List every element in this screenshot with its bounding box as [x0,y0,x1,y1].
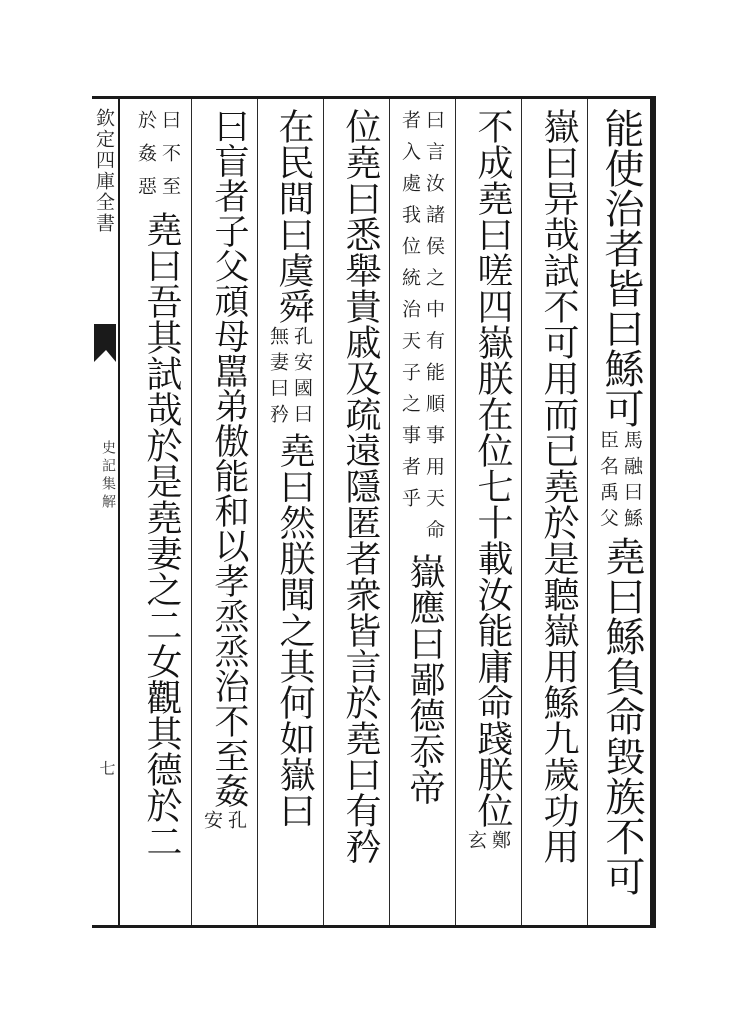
note-left: 玄 [465,830,487,856]
main-text: 在民間曰虞舜 [273,108,314,324]
column-rule [323,99,324,925]
column-rule [455,99,456,925]
note-right: 曰言汝諸侯之中有能順事用天命 [423,110,445,551]
note-left: 於姦惡 [135,110,157,209]
text-column [530,108,578,918]
main-text: 堯曰鯀負命毀族不可 [599,536,645,896]
fold-series-title: 欽定四庫全書 [93,108,115,234]
main-text: 能使治者皆曰鯀可 [598,108,644,428]
column-rule [587,99,588,925]
note-left: 臣名禹父 [597,430,619,534]
main-text: 曰盲者子父頑母嚚弟傲能和以孝烝烝治不至姦 [209,108,249,808]
main-text: 不成堯曰嗟四嶽朕在位七十載汝能庸命踐朕位 [472,108,513,828]
note-left: 安 [201,810,223,836]
note-left: 無妻曰矜 [267,326,289,430]
column-rule [389,99,390,925]
main-text: 堯曰然朕聞之其何如嶽曰 [274,432,315,828]
column-rule [257,99,258,925]
note-right: 孔 [225,810,247,836]
note-right: 馬融曰鯀 [621,430,643,534]
note-left: 者入處我位統治天子之事者乎 [399,110,421,520]
fold-page-number: 七 [97,760,116,776]
text-column [398,108,446,918]
column-rule [521,99,522,925]
fishtail-mark-icon [92,322,118,364]
commentary-note [268,326,312,430]
commentary-note [598,430,642,534]
note-right: 曰不至 [159,110,181,209]
text-column [134,108,182,918]
note-right: 鄭 [489,830,511,856]
text-column [464,108,512,918]
commentary-note [202,810,246,836]
fold-book-name: 史記集解 [100,440,116,512]
main-text: 嶽應曰鄙德忝帝 [404,553,445,805]
text-column [332,108,380,918]
commentary-note [466,830,510,856]
text-column [596,108,644,918]
commentary-note [136,110,180,209]
text-column [200,108,248,918]
column-rule [191,99,192,925]
main-text: 位堯曰悉舉貴戚及疏遠隱匿者衆皆言於堯曰有矜 [340,108,381,864]
note-right: 孔安國曰 [291,326,313,430]
commentary-note [400,110,444,551]
main-text: 堯曰吾其試哉於是堯妻之二女觀其德於二 [141,211,182,859]
frame-inner-line [650,96,652,928]
main-text: 嶽曰异哉試不可用而已堯於是聽嶽用鯀九歲功用 [538,108,579,864]
text-column [266,108,314,918]
